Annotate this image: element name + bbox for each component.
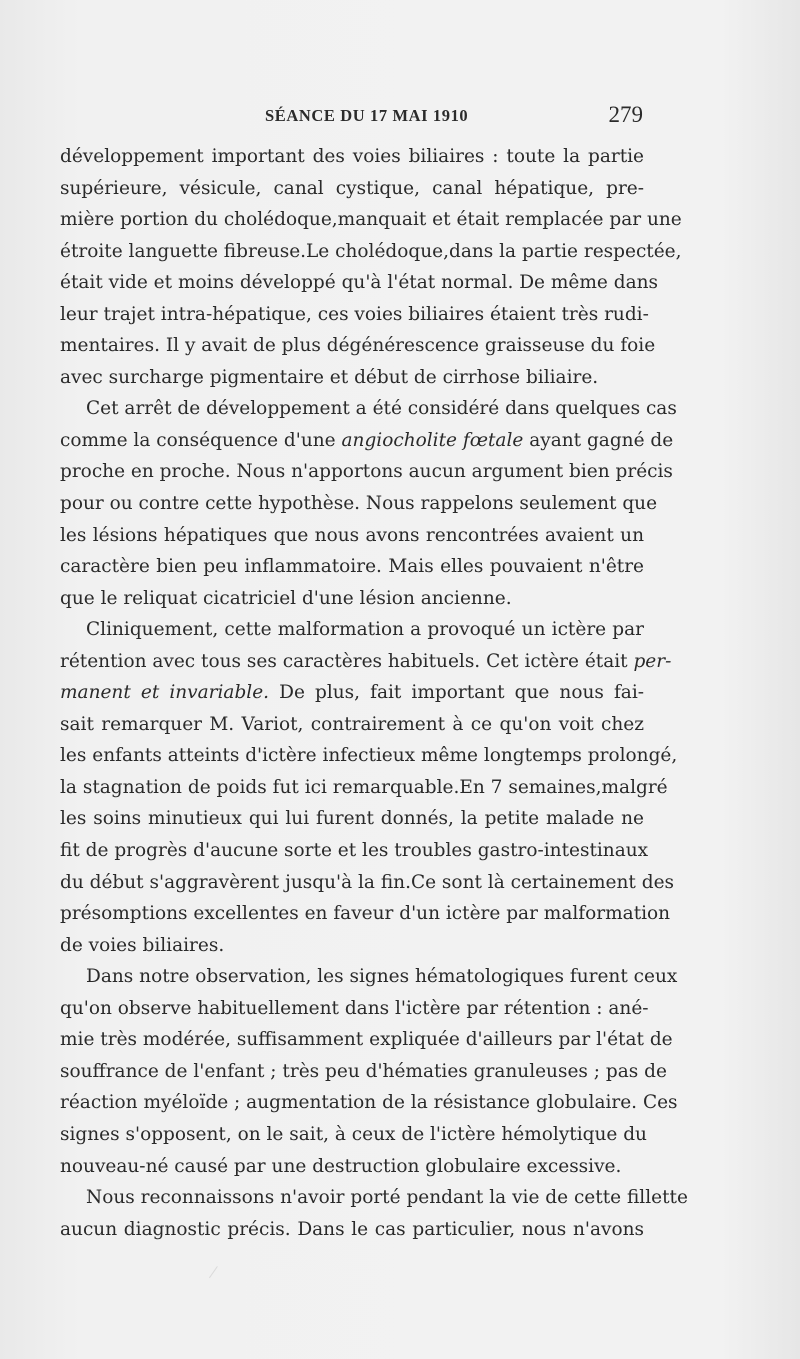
text-line: Dans notre observation, les signes hématologiques furent ceux bbox=[86, 966, 678, 988]
text-line: signes s'opposent, on le sait, à ceux de l'ictère hémolytique du bbox=[60, 1123, 647, 1145]
text-line: du début s'aggravèrent jusqu'à la fin.Ce sont là certainement des bbox=[60, 871, 675, 893]
italic-run: angiocholite fœtale bbox=[341, 429, 524, 451]
italic-run: manent et invariable. bbox=[60, 682, 270, 704]
text-line: fit de progrès d'aucune sorte et les troubles gastro-intestinaux bbox=[60, 840, 649, 862]
text-line: était vide et moins développé qu'à l'état normal. De même dans bbox=[60, 272, 659, 294]
text-line bbox=[60, 646, 672, 678]
text-line: les soins minutieux qui lui furent donnés, la petite malade ne bbox=[60, 808, 644, 830]
text-line: proche en proche. Nous n'apportons aucun argument bien précis bbox=[60, 461, 673, 483]
text-line: que le reliquat cicatriciel d'une lésion ancienne. bbox=[60, 587, 512, 609]
text-line: caractère bien peu inflammatoire. Mais elles pouvaient n'être bbox=[60, 556, 644, 578]
text-run: comme la conséquence d'une bbox=[60, 429, 342, 451]
text-line: pour ou contre cette hypothèse. Nous rappelons seulement que bbox=[60, 493, 658, 515]
text-line: mentaires. Il y avait de plus dégénérescence graisseuse du foie bbox=[60, 335, 656, 357]
text-line: sait remarquer M. Variot, contrairement à ce qu'on voit chez bbox=[60, 713, 644, 735]
text-line: supérieure, vésicule, canal cystique, canal hépatique, pre- bbox=[60, 177, 644, 199]
text-line: réaction myéloïde ; augmentation de la résistance globulaire. Ces bbox=[60, 1092, 678, 1114]
text-run: De plus, fait important que nous fai- bbox=[269, 682, 644, 704]
text-line bbox=[60, 677, 644, 709]
text-line: mie très modérée, suffisamment expliquée d'ailleurs par l'état de bbox=[60, 1029, 673, 1051]
running-title: SÉANCE DU 17 MAI 1910 bbox=[265, 106, 469, 125]
text-line: qu'on observe habituellement dans l'ictère par rétention : ané- bbox=[60, 997, 649, 1019]
paper-mark bbox=[209, 1266, 226, 1284]
page-number: 279 bbox=[608, 102, 643, 127]
text-line: de voies biliaires. bbox=[60, 934, 225, 956]
text-run: ayant gagné de bbox=[523, 429, 674, 451]
text-line: les lésions hépatiques que nous avons rencontrées avaient un bbox=[60, 524, 644, 546]
text-line: mière portion du cholédoque,manquait et était remplacée par une bbox=[60, 209, 682, 231]
text-line: les enfants atteints d'ictère infectieux même longtemps prolongé, bbox=[60, 745, 678, 767]
text-line: Cliniquement, cette malformation a provoqué un ictère par bbox=[86, 619, 644, 641]
text-line: la stagnation de poids fut ici remarquable.En 7 semaines,malgré bbox=[60, 776, 668, 798]
text-line: nouveau-né causé par une destruction globulaire excessive. bbox=[60, 1155, 622, 1177]
text-line bbox=[60, 425, 674, 457]
text-line: souffrance de l'enfant ; très peu d'hématies granuleuses ; pas de bbox=[60, 1060, 667, 1082]
text-run: rétention avec tous ses caractères habituels. Cet ictère était bbox=[60, 650, 634, 672]
text-line: étroite languette fibreuse.Le cholédoque,dans la partie respectée, bbox=[60, 240, 682, 262]
text-line: développement important des voies biliaires : toute la partie bbox=[60, 146, 644, 167]
body-text bbox=[60, 141, 688, 1245]
text-line: Nous reconnaissons n'avoir porté pendant la vie de cette fillette bbox=[86, 1187, 688, 1209]
italic-run: per- bbox=[633, 650, 672, 672]
text-line: présomptions excellentes en faveur d'un ictère par malformation bbox=[60, 903, 671, 925]
page-header bbox=[60, 102, 643, 144]
text-line: leur trajet intra-hépatique, ces voies biliaires étaient très rudi- bbox=[60, 303, 649, 325]
text-line: Cet arrêt de développement a été considéré dans quelques cas bbox=[86, 398, 677, 420]
text-line: avec surcharge pigmentaire et début de cirrhose biliaire. bbox=[60, 366, 599, 388]
text-line: aucun diagnostic précis. Dans le cas particulier, nous n'avons bbox=[60, 1218, 644, 1240]
